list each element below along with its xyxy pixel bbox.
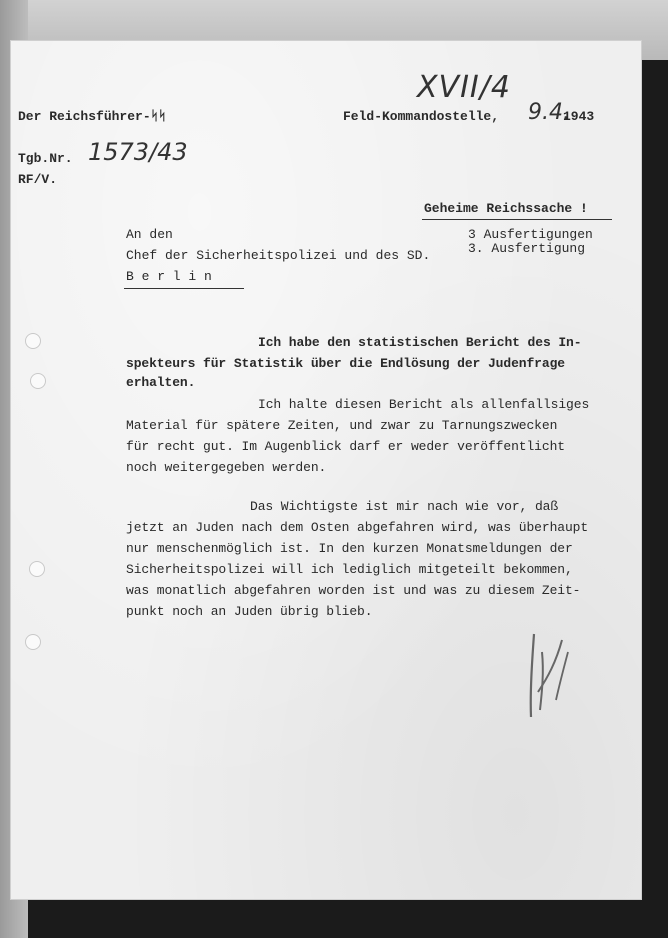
body-line: was monatlich abgefahren worden ist und was zu diesem Zeit- (126, 583, 581, 598)
classification-underline (422, 219, 612, 220)
body-line: Das Wichtigste ist mir nach wie vor, daß (250, 499, 559, 514)
body-line: erhalten. (126, 375, 196, 390)
initials: RF/V. (18, 172, 58, 187)
classification: Geheime Reichssache ! (424, 201, 588, 216)
recipient-line1: An den (126, 227, 173, 242)
recipient-underline (124, 288, 244, 289)
body-line: Material für spätere Zeiten, und zwar zu Tarnungszwecken (126, 418, 558, 433)
body-line: spekteurs für Statistik über die Endlösung der Judenfrage (126, 356, 565, 371)
journal-number-handwritten: 1573/43 (88, 138, 188, 166)
punch-hole (29, 561, 45, 577)
copy-number: 3. Ausfertigung (468, 241, 586, 256)
punch-hole (25, 634, 41, 650)
date-handwritten: 9.4. (528, 100, 570, 125)
date-year: 1943 (563, 109, 595, 124)
location-label: Feld-Kommandostelle, (343, 109, 500, 124)
body-line: punkt noch an Juden übrig blieb. (126, 604, 373, 619)
handwritten-initials-signature (520, 622, 580, 722)
body-line: Ich habe den statistischen Bericht des In- (258, 335, 582, 350)
body-line: Sicherheitspolizei will ich lediglich mitgeteilt bekommen, (126, 562, 573, 577)
body-line: noch weitergegeben werden. (126, 460, 327, 475)
recipient-line2: Chef der Sicherheitspolizei und des SD. (126, 248, 431, 263)
punch-hole (30, 373, 46, 389)
journal-label: Tgb.Nr. (18, 151, 73, 166)
body-line: Ich halte diesen Bericht als allenfallsiges (258, 397, 590, 412)
copies-total: 3 Ausfertigungen (468, 227, 593, 242)
file-mark-handwritten: XVII/4 (417, 70, 511, 105)
body-line: für recht gut. Im Augenblick darf er weder veröffentlicht (126, 439, 565, 454)
body-line: nur menschenmöglich ist. In den kurzen Monatsmeldungen der (126, 541, 573, 556)
recipient-city: B e r l i n (126, 269, 212, 284)
sender-line: Der Reichsführer-ᛋᛋ (18, 109, 167, 124)
body-line: jetzt an Juden nach dem Osten abgefahren wird, was überhaupt (126, 520, 589, 535)
punch-hole (25, 333, 41, 349)
